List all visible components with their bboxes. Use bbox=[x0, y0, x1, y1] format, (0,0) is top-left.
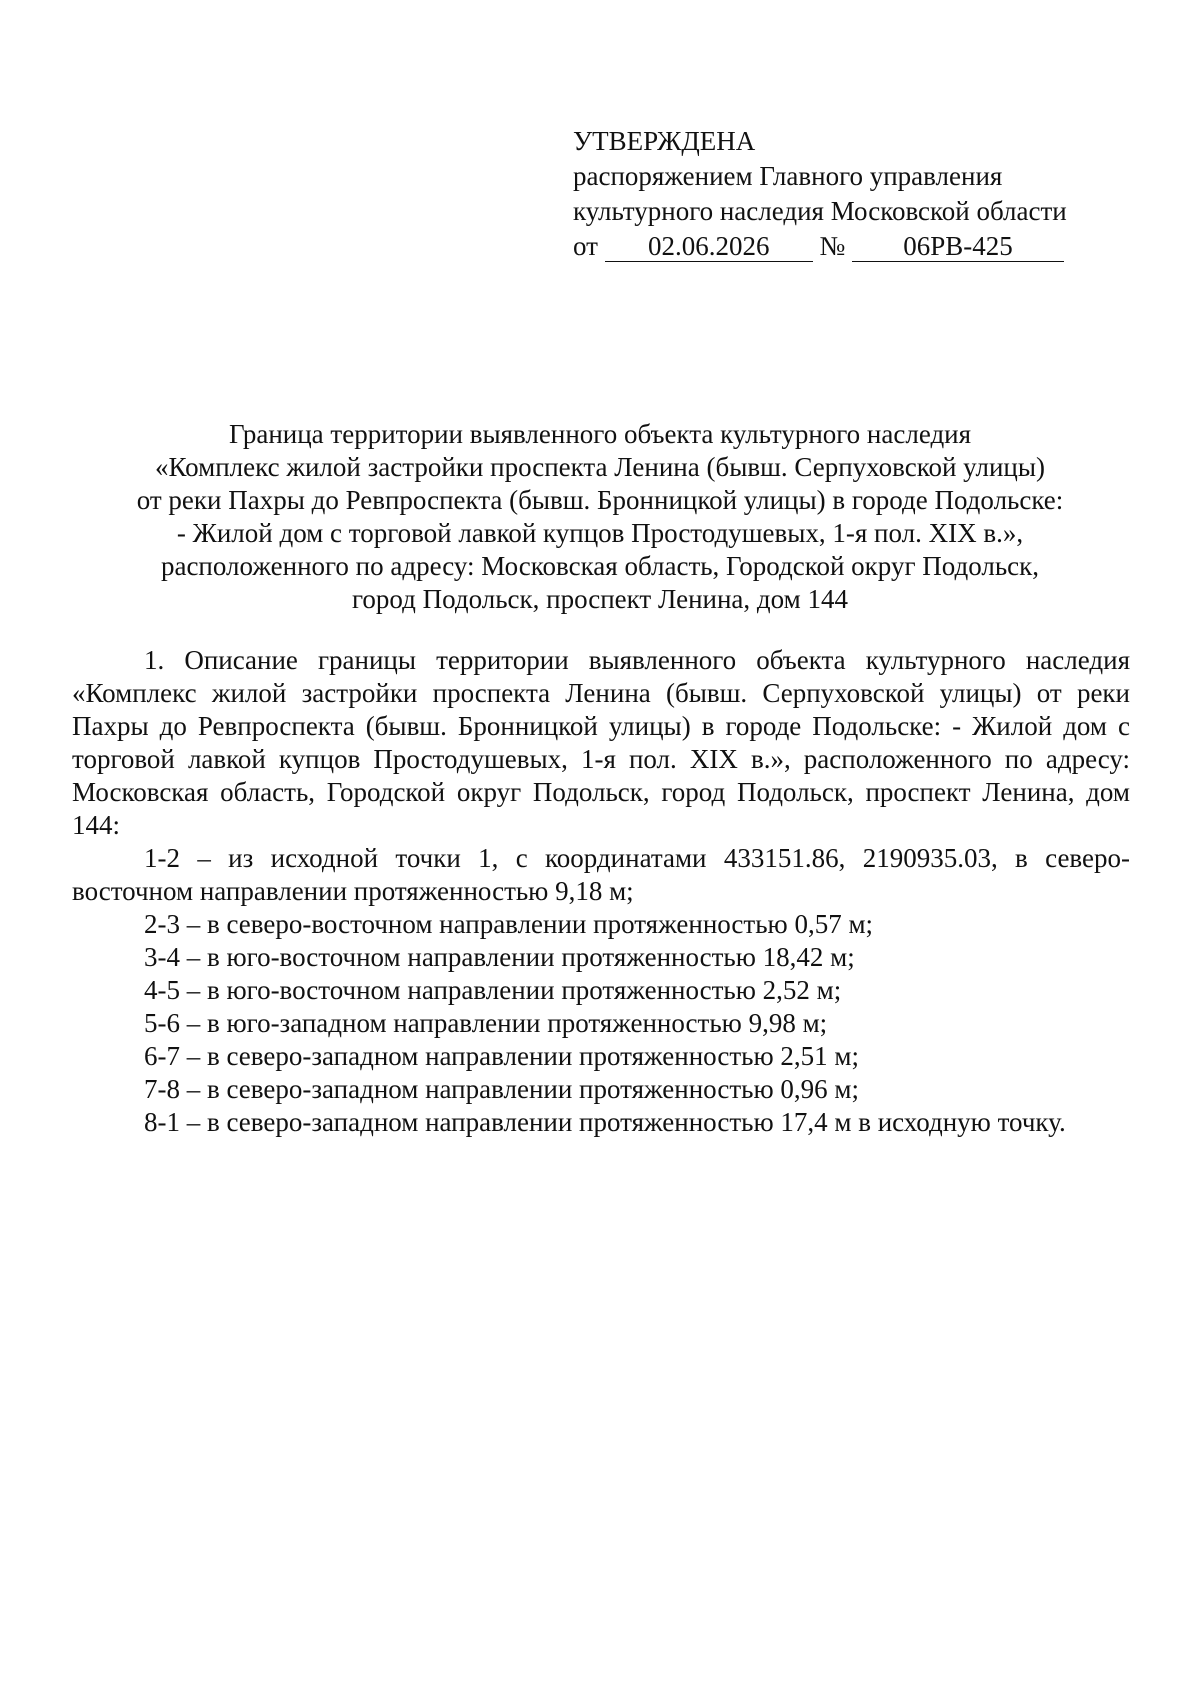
boundary-segment: 5-6 – в юго-западном направлении протяженностью 9,98 м; bbox=[144, 1008, 828, 1038]
approval-date: 02.06.2026 bbox=[605, 231, 813, 262]
title-line: город Подольск, проспект Ленина, дом 144 bbox=[352, 584, 848, 614]
title-line: расположенного по адресу: Московская область, Городской округ Подольск, bbox=[160, 551, 1040, 581]
approval-heading: УТВЕРЖДЕНА bbox=[573, 126, 756, 156]
boundary-segment: 1-2 – из исходной точки 1, с координатами 433151.86, 2190935.03, в северо-восточном направлении протяженностью 9,18 м; bbox=[72, 843, 1130, 906]
boundary-segment: 4-5 – в юго-восточном направлении протяженностью 2,52 м; bbox=[144, 975, 842, 1005]
boundary-segment: 3-4 – в юго-восточном направлении протяженностью 18,42 м; bbox=[144, 942, 855, 972]
title-line: - Жилой дом с торговой лавкой купцов Простодушевых, 1-я пол. XIX в.», bbox=[176, 518, 1024, 548]
boundary-description-paragraph: 1. Описание границы территории выявленного объекта культурного наследия «Комплекс жилой застройки проспекта Ленина (бывш. Серпуховской улицы) от реки Пахры до Ревпроспекта (бывш. Бронницкой улицы) в городе Подольске: - Жилой дом с торговой лавкой купцов Простодушевых, 1-я пол. XIX в.», расположенного по адресу: Московская область, Городской округ Подольск, город Подольск, проспект Ленина, дом 144: bbox=[72, 645, 1130, 840]
boundary-segment: 7-8 – в северо-западном направлении протяженностью 0,96 м; bbox=[144, 1074, 859, 1104]
title-line: Граница территории выявленного объекта культурного наследия bbox=[228, 419, 972, 449]
boundary-segment: 6-7 – в северо-западном направлении протяженностью 2,51 м; bbox=[144, 1041, 859, 1071]
approval-stamp bbox=[573, 124, 1133, 264]
approval-line-1: распоряжением Главного управления bbox=[573, 161, 1003, 191]
boundary-segment: 2-3 – в северо-восточном направлении протяженностью 0,57 м; bbox=[144, 909, 874, 939]
approval-line-2: культурного наследия Московской области bbox=[573, 196, 1067, 226]
boundary-segment: 8-1 – в северо-западном направлении протяженностью 17,4 м в исходную точку. bbox=[144, 1107, 1066, 1137]
document-body bbox=[72, 644, 1130, 1139]
title-line: «Комплекс жилой застройки проспекта Ленина (бывш. Серпуховской улицы) bbox=[155, 452, 1045, 482]
title-line: от реки Пахры до Ревпроспекта (бывш. Бронницкой улицы) в городе Подольске: bbox=[136, 485, 1064, 515]
approval-from-label: от bbox=[573, 231, 598, 261]
approval-number-label: № bbox=[819, 231, 846, 261]
document-title bbox=[80, 418, 1120, 616]
approval-date-number-line bbox=[573, 229, 1133, 264]
approval-number: 06РВ-425 bbox=[852, 231, 1064, 262]
